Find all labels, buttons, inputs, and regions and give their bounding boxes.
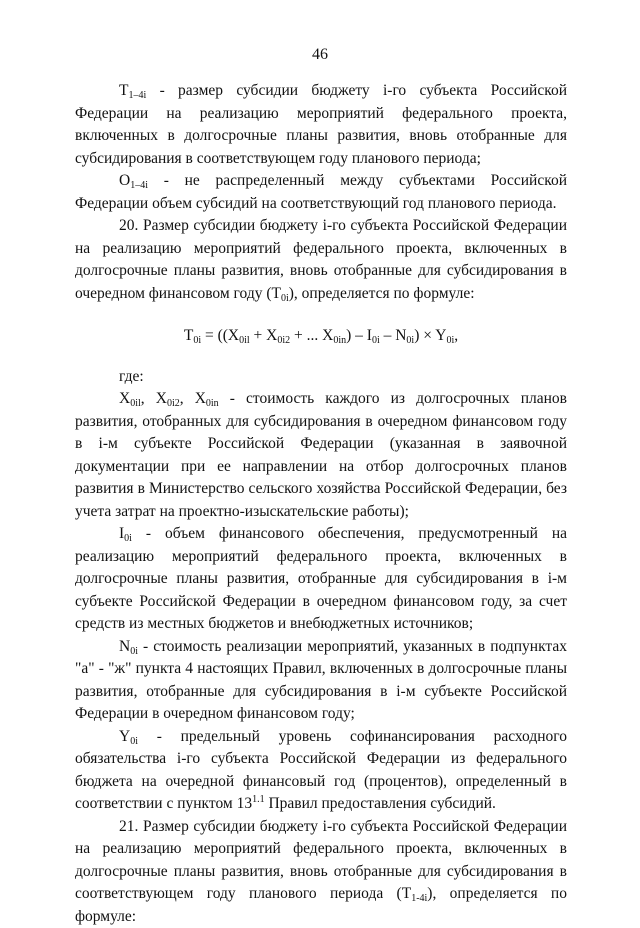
formula-part: ) × Y — [414, 327, 446, 344]
paragraph-text: 21. Размер субсидии бюджету i-го субъекта Российской Федерации на реализацию мероприятий федерального проекта, включенных в долгосрочные планы развития, вновь отобранные для субсидирования в соответствующем году планового периода (T — [75, 818, 567, 903]
subscript: 0i — [372, 335, 380, 346]
subscript: 0i — [124, 533, 132, 544]
paragraph-t-definition — [75, 80, 567, 170]
formula-part: ) – I — [346, 327, 372, 344]
symbol: X — [119, 390, 130, 407]
symbol: , X — [141, 390, 167, 407]
symbol: T — [119, 82, 128, 99]
definition-text-end: Правил предоставления субсидий. — [265, 795, 496, 812]
subscript: 0i — [446, 335, 454, 346]
definition-text: - не распределенный между субъектами Российской Федерации объем субсидий на соответствующий год планового периода. — [75, 172, 567, 212]
subscript: 0i2 — [167, 398, 180, 409]
subscript: 1–4i — [130, 180, 148, 191]
subscript: 0i — [193, 335, 201, 346]
formula-part: = ((X — [201, 327, 239, 344]
subscript: 0i2 — [277, 335, 290, 346]
definition-text: - объем финансового обеспечения, предусмотренный на реализацию мероприятий федерального проекта, включенных в долгосрочные планы развития, отобранные для субсидирования в i-м субъекте Российской Федерации в очередном финансовом году, за счет средств из местных бюджетов и внебюджетных источников; — [75, 525, 567, 632]
subscript: 0i — [130, 646, 138, 657]
subscript: 0in — [333, 335, 346, 346]
symbol: , X — [180, 390, 206, 407]
where-label: где: — [75, 366, 567, 389]
paragraph-y-definition — [75, 726, 567, 816]
subscript: 0il — [239, 335, 250, 346]
superscript: 1.1 — [252, 794, 265, 805]
definition-text: - стоимость реализации мероприятий, указанных в подпунктах "а" - "ж" пункта 4 настоящих Правил, включенных в долгосрочные планы развития, отобранные для субсидирования в i-м субъекте Российской Федерации в очередном финансовом году; — [75, 638, 567, 723]
subscript: 1-4i — [411, 893, 427, 904]
paragraph-o-definition — [75, 170, 567, 215]
paragraph-text-end: ), определяется по формуле: — [75, 885, 567, 925]
definition-text: - размер субсидии бюджету i-го субъекта Российской Федерации на реализацию мероприятий федерального проекта, включенных в долгосрочные планы развития, вновь отобранные для субсидирования в соответствующем году планового периода; — [75, 82, 567, 167]
page-number: 46 — [0, 46, 640, 64]
subscript: 0i — [130, 736, 138, 747]
subscript: 0i — [406, 335, 414, 346]
definition-text: - предельный уровень софинансирования расходного обязательства i-го субъекта Российской Федерации из федерального бюджета на очередной финансовый год (процентов), определенный в соответствии с пунктом 13 — [75, 728, 567, 813]
subscript: 0il — [130, 398, 141, 409]
formula-part: + ... X — [290, 327, 333, 344]
formula-part: – N — [380, 327, 407, 344]
paragraph-text: 20. Размер субсидии бюджету i-го субъекта Российской Федерации на реализацию мероприятий федерального проекта, включенных в долгосрочные планы развития, вновь отобранные для субсидирования в очередном финансовом году (T — [75, 217, 567, 302]
formula-part: T — [184, 327, 193, 344]
subscript: 0i — [281, 293, 289, 304]
formula-t0i — [75, 325, 567, 348]
subscript: 0in — [206, 398, 219, 409]
definition-text: - стоимость каждого из долгосрочных планов развития, отобранных для субсидирования в очередном финансовом году в i-м субъекте Российской Федерации (указанная в заявочной документации при ее направлении на отбор долгосрочных планов развития в Министерство сельского хозяйства Российской Федерации, без учета затрат на проектно-изыскательские работы); — [75, 390, 567, 520]
formula-part: + X — [250, 327, 278, 344]
symbol: O — [119, 172, 130, 189]
symbol: I — [119, 525, 124, 542]
paragraph-i-definition — [75, 523, 567, 636]
symbol: Y — [119, 728, 130, 745]
symbol: N — [119, 638, 130, 655]
paragraph-n-definition — [75, 636, 567, 726]
paragraph-x-definition — [75, 388, 567, 523]
paragraph-21 — [75, 816, 567, 928]
paragraph-text-end: ), определяется по формуле: — [289, 285, 475, 302]
formula-part: , — [454, 327, 458, 344]
paragraph-20 — [75, 215, 567, 305]
document-body — [75, 80, 567, 928]
subscript: 1–4i — [128, 90, 146, 101]
